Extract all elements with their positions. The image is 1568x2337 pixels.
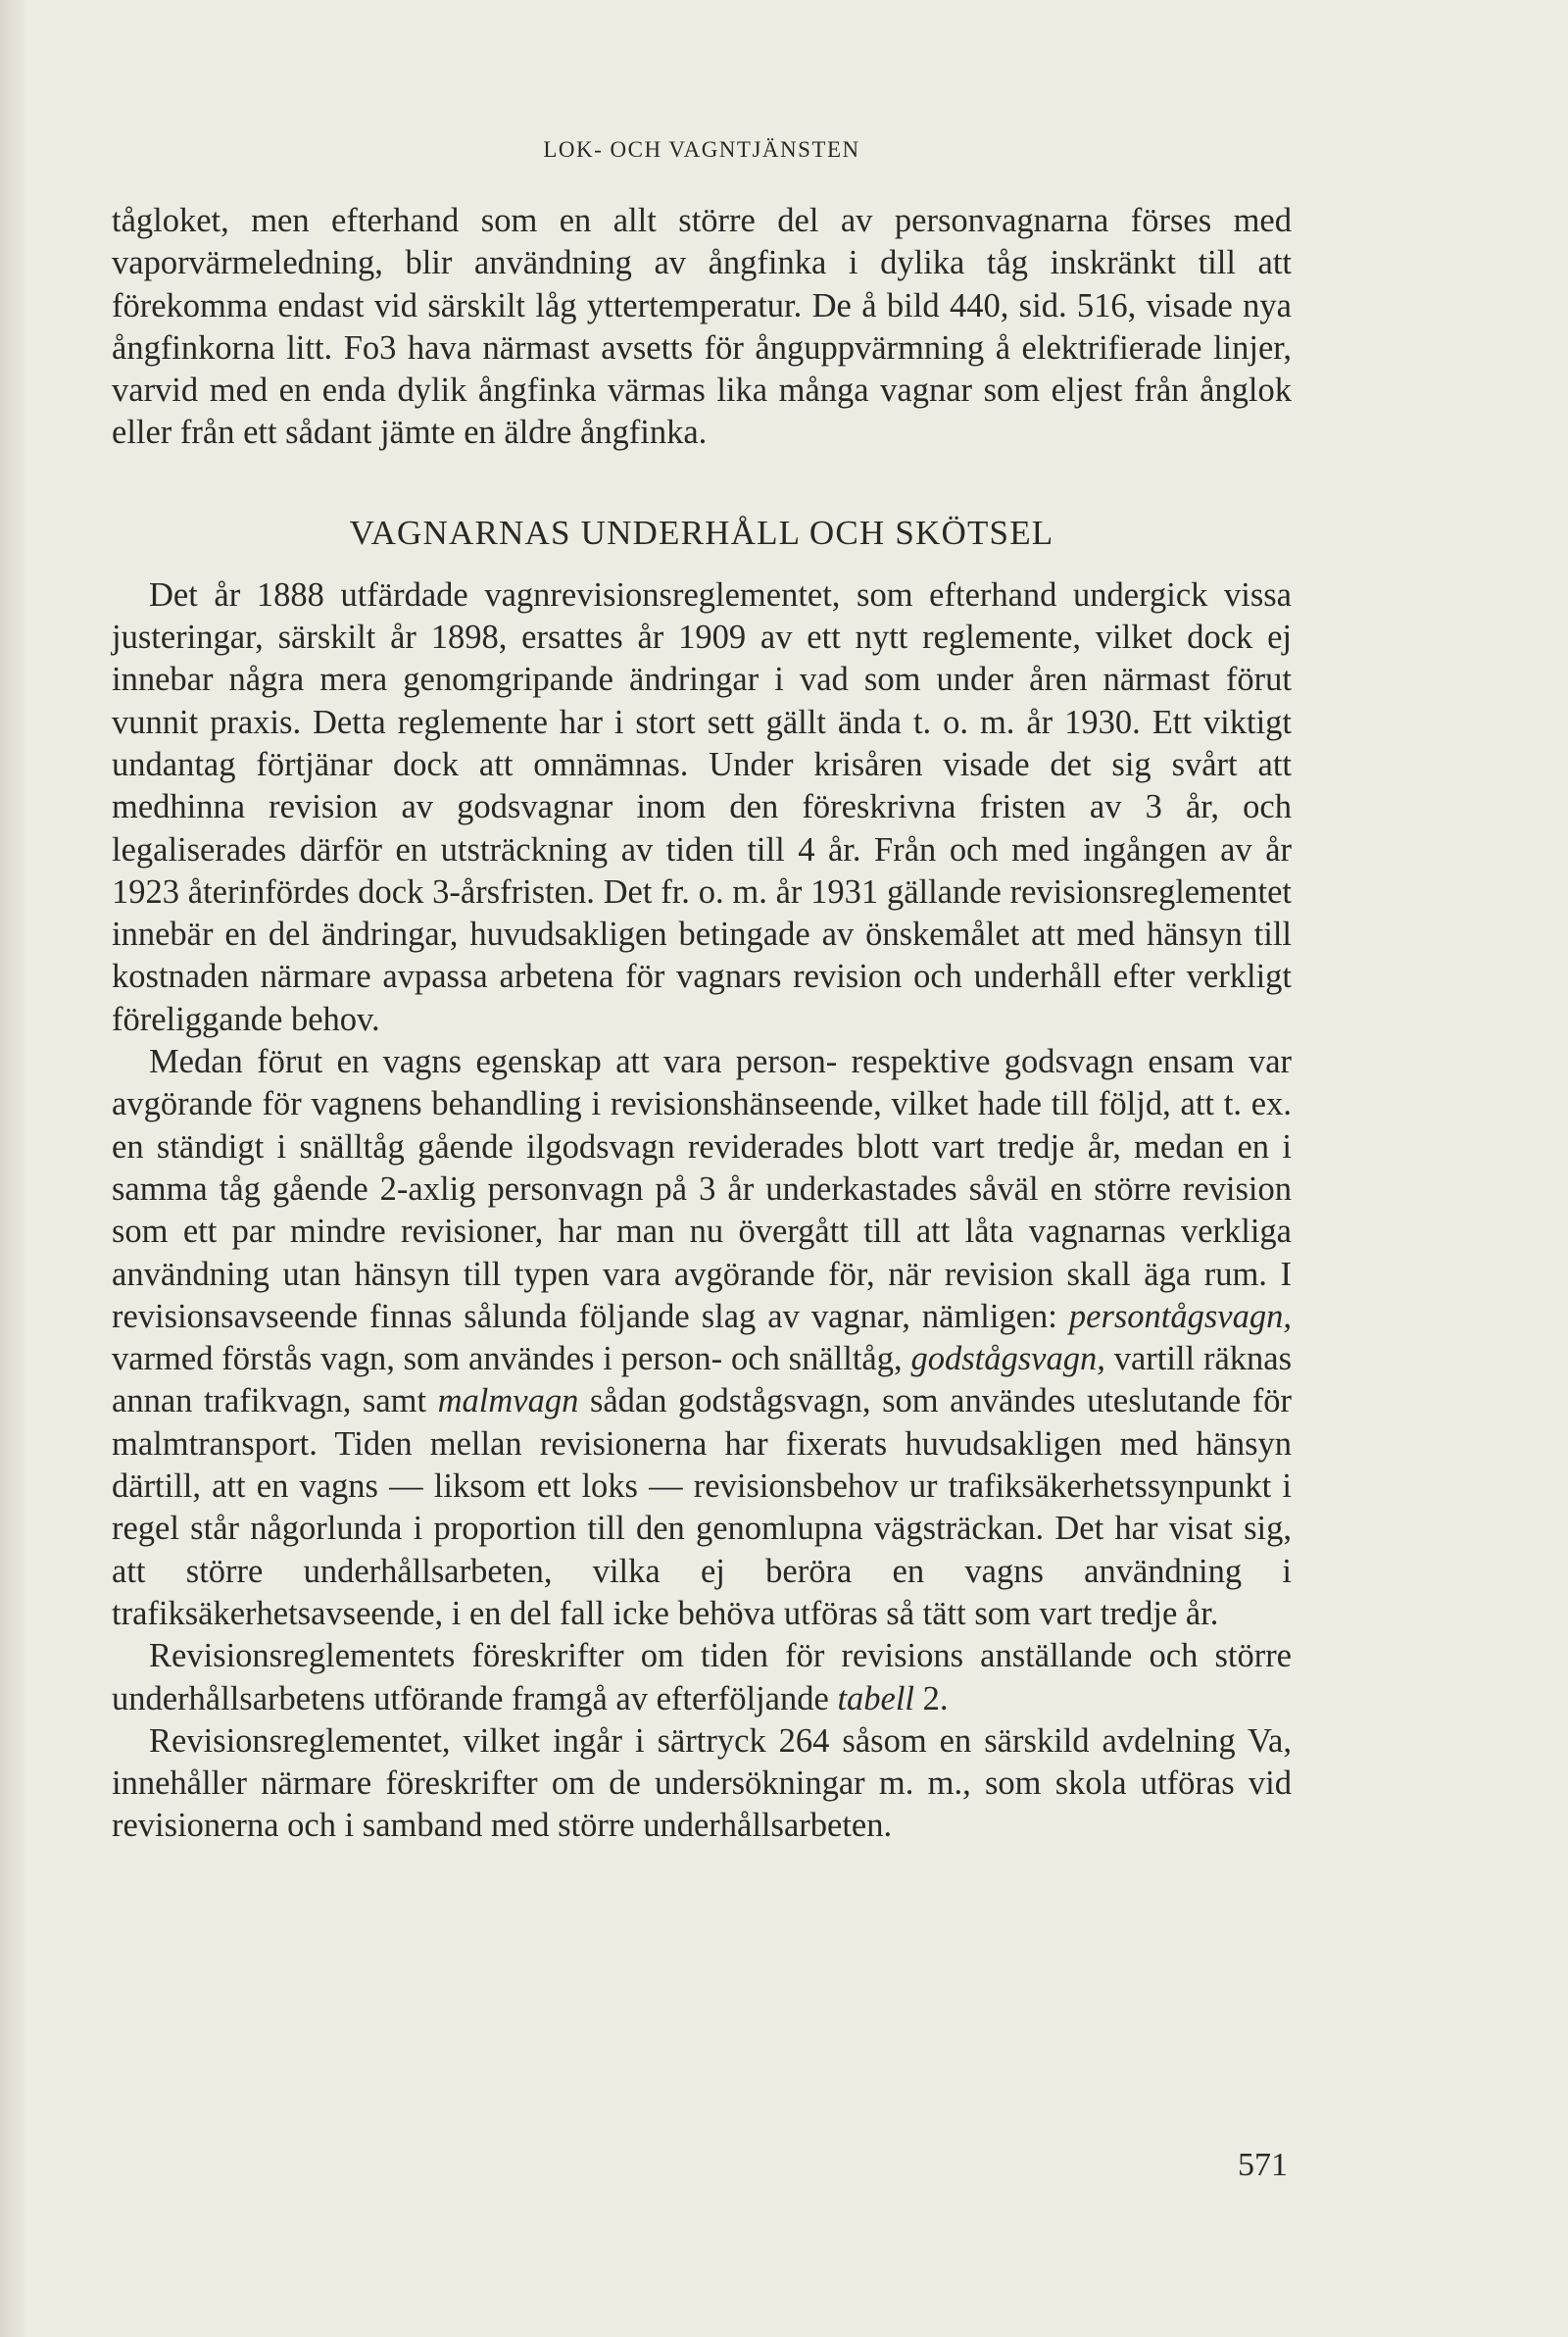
paragraph-2 xyxy=(112,1041,1292,1635)
term-malmvagn: malmvagn xyxy=(437,1382,579,1420)
paragraph-4: Revisionsreglementet, vilket ingår i särtryck 264 såsom en särskild avdelning Va, innehåller närmare föreskrifter om de undersökningar m. m., som skola utföras vid revisionerna och i samband med större underhållsarbeten. xyxy=(112,1721,1292,1845)
term-persontagsvagn: persontågsvagn, xyxy=(1068,1297,1292,1335)
running-head: LOK- OCH VAGNTJÄNSTEN xyxy=(543,137,860,162)
paragraph-2-text-4: sådan godstågsvagn, som användes uteslutande för malmtransport. Tiden mellan revisionerna har fixerats huvudsakligen med hänsyn därtill, att en vagns — liksom ett loks — revisionsbehov ur trafiksäkerhetssynpunkt i regel står någorlunda i proportion till den genomlupna vägsträckan. Det har visat sig, att större underhållsarbeten, vilka ej beröra en vagns användning i trafiksäkerhetsavseende, i en del fall icke behöva utföras så tätt som vart tredje år. xyxy=(112,1382,1292,1632)
paragraph-1: Det år 1888 utfärdade vagnrevisionsreglementet, som efterhand undergick vissa justeringar, särskilt år 1898, ersattes år 1909 av ett nytt reglemente, vilket dock ej innebar några mera genomgripande ändringar i vad som under åren närmast förut vunnit praxis. Detta reglemente har i stort sett gällt ända t. o. m. år 1930. Ett viktigt undantag förtjänar dock att omnämnas. Under krisåren visade det sig svårt att medhinna revision av godsvagnar inom den föreskrivna fristen av 3 år, och legaliserades därför en utsträckning av tiden till 4 år. Från och med ingången av år 1923 återinfördes dock 3-årsfristen. Det fr. o. m. år 1931 gällande revisionsreglementet innebär en del ändringar, huvudsakligen betingade av önskemålet att med hänsyn till kostnaden närmare avpassa arbetena för vagnars revision och underhåll efter verkligt föreliggande behov. xyxy=(112,575,1292,1038)
paragraph-3 xyxy=(112,1635,1292,1720)
page-number: 571 xyxy=(1238,2147,1288,2183)
paragraph-2-text-1: Medan förut en vagns egenskap att vara person- respektive godsvagn ensam var avgörande för vagnens behandling i revisionshänseende, vilket hade till följd, att t. ex. en ständigt i snälltåg gående ilgodsvagn reviderades blott vart tredje år, medan en i samma tåg gående 2-axlig personvagn på 3 år underkastades såväl en större revision som ett par mindre revisioner, har man nu övergått till att låta vagnarnas verkliga användning utan hänsyn till typen vara avgörande för, när revision skall äga rum. I revisionsavseende finnas sålunda följande slag av vagnar, nämligen: xyxy=(112,1043,1292,1335)
paragraph-3-text-2: 2. xyxy=(914,1679,949,1717)
paragraph-2-text-2: varmed förstås vagn, som användes i person- och snälltåg, xyxy=(112,1340,911,1378)
scan-edge xyxy=(0,0,27,2337)
term-tabell: tabell xyxy=(837,1679,915,1717)
book-page xyxy=(112,137,1292,1848)
intro-paragraph: tågloket, men efterhand som en allt större del av personvagnarna förses med vaporvärmeledning, blir användning av ångfinka i dylika tåg inskränkt till att förekomma endast vid särskilt låg yttertemperatur. De å bild 440, sid. 516, visade nya ångfinkorna litt. Fo3 hava närmast avsetts för ånguppvärmning å elektrifierade linjer, varvid med en enda dylik ångfinka värmas lika många vagnar som eljest från ånglok eller från ett sådant jämte en äldre ångfinka. xyxy=(112,202,1292,452)
body-text xyxy=(112,200,1292,1848)
section-heading: VAGNARNAS UNDERHÅLL OCH SKÖTSEL xyxy=(349,513,1054,552)
paragraph-2-text-3: vartill räknas annan trafikvagn, samt xyxy=(112,1340,1292,1420)
term-godstagsvagn: godstågsvagn, xyxy=(910,1340,1105,1378)
paragraph-3-text-1: Revisionsreglementets föreskrifter om tiden för revisions anställande och större underhållsarbetens utförande framgå av efterföljande xyxy=(112,1637,1292,1717)
